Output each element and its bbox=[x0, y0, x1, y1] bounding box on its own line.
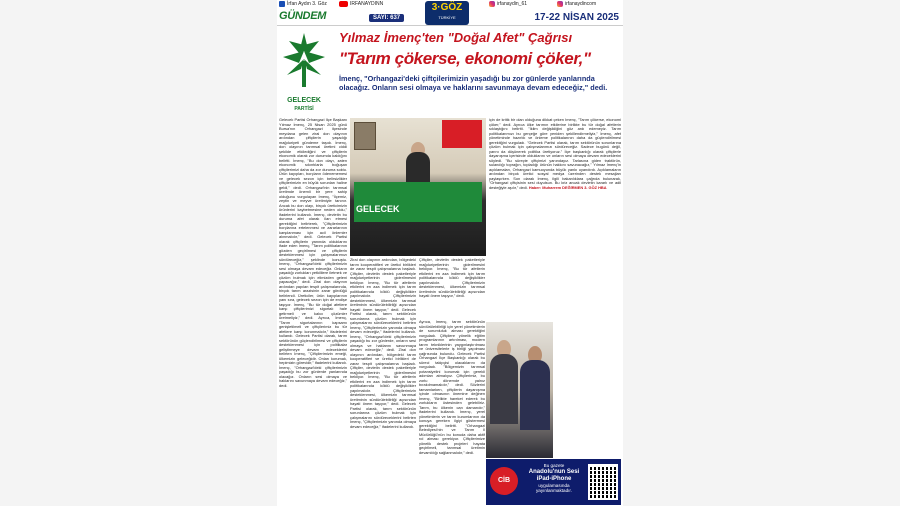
facebook-icon bbox=[279, 1, 285, 7]
masthead bbox=[277, 0, 623, 26]
press-conference-photo: GELECEK bbox=[350, 118, 486, 256]
newspaper-page bbox=[277, 0, 623, 506]
article-column-4: için de kritik bir olan olduğuna dikkat çeken İmenç, "Tarım çökerse, ekonomi çöker," dedi. Ayrıca ülke tarımın etkilerine birlikte bu tür doğal afetlerin sıklaştığını belirtti. "İklim değişikliğini göz ardı edemeyiz. Tarım politikalarımızı bu gerçeğe göre yeniden şekillendirmeliyiz," İmenç, afet yönetiminde hazırlık ve önleme politikalarının daha da güçlendirilmesi gerektiğini vurguladı. "Gelecek Partisi olarak, tarım sektörünün sorunlarına çözüm bulmak için çalışmalarımızı sürdüreceğiz. Sadece bugünü değil, yarını da düşünerek politika üretiyoruz." İlçe başkanlığı olarak çiftçilerle dayanışma içerisinde olduklarını ve onların sesi olmaya devam edeceklerini söyledi. "Bu süreçte çiftçimizi yanındayız. Tarlasına giden traktörün, sulandığı toprağın, topladığı ürünün hakkını savunacağız," Yılmaz İmenç'in açıklamaları, Orhangazi kamuoyunda büyük yankı uyandırdı. Açıklamaların ardından birçok üretici sosyal medya üzerinden destek mesajları paylaşırken. Son olarak İmenç, ilgili bakanlıklara çağrıda bulunarak, "Orhangazi çiftçisinin sesi duyulsun. Bu kriz ancak devletin kararlı ve adil desteğiyle aşılır," dedi. Haber: Muharrem DEĞİRMEN 3. GÖZ HBA bbox=[489, 118, 621, 190]
portrait-image bbox=[354, 122, 376, 150]
party-banner bbox=[354, 182, 482, 222]
instagram-handle: irfanaydin_61 bbox=[489, 1, 527, 7]
issue-date: 17-22 NİSAN 2025 bbox=[534, 12, 619, 23]
app-advertisement[interactable] bbox=[486, 459, 621, 505]
party-logo-icon bbox=[279, 31, 329, 97]
instagram-handle-2: irfanaydincom bbox=[557, 1, 596, 7]
youtube-icon bbox=[339, 1, 348, 7]
two-men-photo bbox=[486, 322, 553, 458]
instagram-icon bbox=[557, 1, 563, 7]
right-margin bbox=[623, 0, 900, 506]
headline-primary: Yılmaz İmenç'ten "Doğal Afet" Çağrısı bbox=[339, 30, 573, 45]
section-title: GÜNDEM bbox=[279, 10, 327, 22]
headline-block bbox=[277, 27, 623, 115]
headline-lead: İmenç, "Orhangazi'deki çiftçilerimizin yaşadığı bu zor günlerde yanlarında olacağız. Onların sesi olmaya ve haklarını savunmaya devam edeceğiz," dedi. bbox=[339, 74, 608, 92]
party-name: GELECEK PARTİSİ bbox=[287, 97, 321, 112]
qr-code-icon[interactable] bbox=[588, 464, 618, 500]
article-column-1: Gelecek Partisi Orhangazi İlçe Başkanı Yılmaz İmenç, 25 Nisan 2025 günü Bursa'nın Orhangazi ilçesinde meydana gelen zirai don olayının ardından çiftçilerin yaşadığı mağduriyeti gündeme taşıdı. İmenç, don olayının tarımsal üretimi ciddi şekilde etkilediğini ve çiftçilerin ekonomik olarak zor durumda kaldığını belirtti. İmenç, "Bu don olayı, zaten ekonomik sıkıntılarla boğuşan çiftçilerimizi daha da zor duruma soktu. Ürün kayıpları, borçların ödenememesi ve gelecek sezon için belirsizlikler çiftçilerimizin en büyük sorunları haline geldi," dedi. Orhangazi'nin tarımsal üretimde önemli bir yere sahip olduğunu vurgulayan İmenç, "İlçemiz, zeytin ve meyve üretimiyle tanınır. Ancak bu don olayı, birçok üreticimizin ürünlerini kaybetmesine neden oldu," ifadelerini kullandı. İmenç, devletin bu duruma afet olarak ilan etmesi gerektiğini belirterek, "Çiftçilerimizin borçlarına ertelenmesi ve zararlarının karşılanması için acil önlemler alınmalıdır," dedi. Gelecek Partisi olarak çiftçilerin yanında olduklarını ifade eden İmenç, "Tarım politikalarının gözden geçirilmesi ve çiftçilerin desteklenmesi için çalışmalarımızı sürdüreceğiz," şeklinde konuştu. İmenç, "Orhangazi'deki çiftçilerimizin sesi olmaya devam edeceğiz. Onların yaşadığı zorlukları yetkililere iletmek ve çözüm bulmak için elimizden geleni yapacağız," dedi. Zirai don olayının ardından yapılan tespit çalışmalarında, birçok tarım arazisinin zarar gördüğü belirlendi. Üreticiler, ürün kayıplarının yanı sıra, gelecek sezon için de endişe taşıyor. İmenç, "Bu tür doğal afetlere karşı çiftçilerimizi sigortalı hale getirmeli ve kalıcı çözümler üretmeliyiz," dedi. Ayrıca, İmenç, "Tarım sigortalarının kapsamı genişletilmeli ve çiftçilerimiz bu tür afetlere karşı korunmalıdır," ifadelerini kullandı. Gelecek Partisi olarak, tarım sektörünün güçlendirilmesi ve çiftçilerin desteklenmesi için politikalar geliştirmeye devam edeceklerini belirten İmenç, "Çiftçilerimizin emeği, ülkemizin geleceğidir. Onları korumak, hepimizin görevidir," ifadelerini kullandı. İmenç, "Orhangazi'deki çiftçilerimizin yaşadığı bu zor günlerde yanlarında olacağız. Onların sesi olmaya ve haklarını savunmaya devam edeceğiz," dedi. bbox=[279, 118, 347, 388]
youtube-handle: IRFANAYDINN bbox=[339, 1, 383, 7]
byline: Haber: Muharrem DEĞİRMEN 3. GÖZ HBA bbox=[528, 184, 607, 190]
cib-logo: CİB bbox=[490, 467, 518, 495]
ad-text: Bu gazete Anadolu'nun Sesi iPad-iPhone uygulamasında yayınlanmaktadır. bbox=[528, 463, 580, 494]
instagram-icon bbox=[489, 1, 495, 7]
facebook-handle: İrfan Aydın 3. Göz bbox=[279, 1, 327, 7]
flag-image bbox=[442, 120, 482, 148]
article-column-3: Çiftçiler, devletin destek paketleriyle mağduriyetlerinin giderilmesini bekliyor. İmenç, "Bu tür afetlerin etkilerini en aza indirmek için tarım politikalarında köklü değişiklikler yapılmalıdır. Çiftçilerimizin desteklenmesi, ülkemizin tarımsal üretiminin sürdürülebilirliği açısından hayati önem taşıyor," dedi. bbox=[419, 258, 485, 298]
article-column-2: Zirai don olayının ardından, bölgedeki tarım kooperatifleri ve üretici birlikleri de zarar tespit çalışmalarına başladı. Çiftçiler, devletin destek paketleriyle mağduriyetlerinin giderilmesini bekliyor. İmenç, "Bu tür afetlerin etkilerini en aza indirmek için tarım politikalarında köklü değişiklikler yapılmalıdır. Çiftçilerimizin desteklenmesi, ülkemizin tarımsal üretiminin sürdürülebilirliği açısından hayati önem taşıyor," dedi. Gelecek Partisi olarak, tarım sektörünün sorunlarına çözüm bulmak için çalışmalarını sürdüreceklerini belirten İmenç, "Çiftçilerimizin yanında olmaya devam edeceğiz," ifadelerini kullandı. İmenç, "Orhangazi'deki çiftçilerimizin yaşadığı bu zor günlerde, onların sesi olmaya ve haklarını savunmaya devam edeceğiz," dedi. Zirai don olayının ardından, bölgedeki tarım kooperatifleri ve üretici birlikleri de zarar tespit çalışmalarına başladı. Çiftçiler, devletin destek paketleriyle mağduriyetlerinin giderilmesini bekliyor. İmenç, "Bu tür afetlerin etkilerini en aza indirmek için tarım politikalarında köklü değişiklikler yapılmalıdır. Çiftçilerimizin desteklenmesi, ülkemizin tarımsal üretiminin sürdürülebilirliği açısından hayati önem taşıyor," dedi. Gelecek Partisi olarak, tarım sektörünün sorunlarına çözüm bulmak için çalışmalarını sürdüreceklerini belirten İmenç, "Çiftçilerimizin yanında olmaya devam edeceğiz," ifadelerini kullandı. bbox=[350, 258, 416, 429]
issue-badge: SAYI: 637 bbox=[369, 14, 404, 22]
headline-secondary: "Tarım çökerse, ekonomi çöker," bbox=[339, 49, 591, 68]
left-margin bbox=[0, 0, 277, 506]
article-column-3b: Ayrıca, İmenç, tarım sektörünün sürdürülebilirliği için yerel yönetimlerin de sorumluluk alması gerektiğini vurguladı. Çiftçilere yönelik eğitim programlarının artırılması, modern tarım tekniklerinin yaygınlaştırılması ve üniversitelerle iş birliği yapılması çağrısında bulundu. Gelecek Partisi Orhangazi İlçe Başkanlığı olarak bu süreci takipçisi olacaklarını da vurguladı. "Bölgemizin tarımsal potansiyelini korumak için gerekli adımları atmalıyız. Çiftçilerimiz, bu zorlu dönemde yalnız bırakılmamalıdır," dedi. Sözlerini tamamlarken, çiftçilerin dayanışma içinde olmasının önemine değinen İmenç, "Birlikte hareket ederek bu zorlukların üstesinden gelebiliriz. Tarım, bu ülkenin can damarıdır," ifadelerini kullandı. İmenç, yerel yönetimlerin ve tarım kurumlarının da konuya gereken ilgiyi göstermesi gerektiğini belirtti. "Orhangazi Belediyesi'nin ve Tarım İl Müdürlüğü'nün bu konuda daha aktif rol alması gerekiyor. Çiftçilerimize yönelik destek projeleri hayata geçirilmeli, tarımsal üretimin devamlılığı sağlanmalıdır," dedi. bbox=[419, 320, 485, 455]
newspaper-logo: 3·GÖZ TÜRKİYE bbox=[425, 1, 469, 25]
